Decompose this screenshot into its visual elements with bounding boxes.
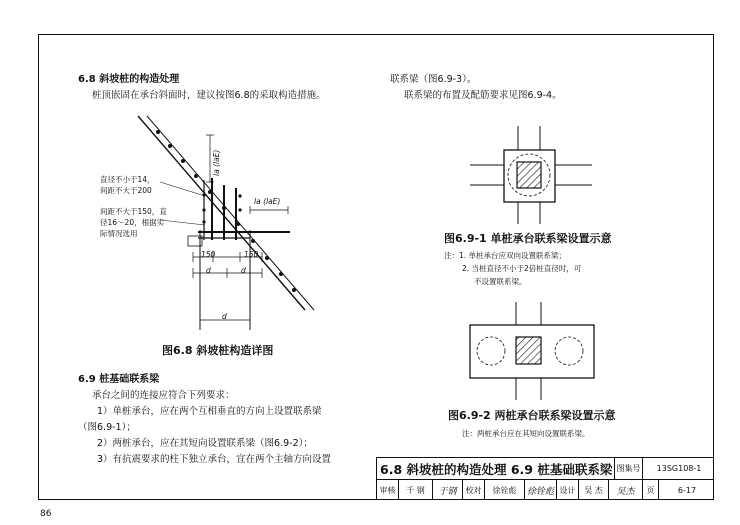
review-name: 千 钢: [399, 480, 433, 500]
note-1-line3: 不设置联系梁。: [474, 277, 527, 286]
figure-6-9-2-caption: 图6.9-2 两桩承台联系梁设置示意: [448, 409, 616, 422]
title-block-row2: [376, 479, 714, 500]
note-1-line2: 2. 当桩直径不小于2倍桩直径时，可: [462, 264, 582, 273]
check-signature: 徐铨彪: [525, 480, 557, 500]
title-block: [376, 457, 714, 500]
figure-6-8-caption: 图6.8 斜坡桩构造详图: [162, 344, 274, 357]
continued-line-1: 联系梁（图6.9-3）。: [390, 74, 477, 85]
drawing-title: 6.8 斜坡桩的构造处理 6.9 桩基础联系梁: [377, 458, 615, 479]
review-label: 审核: [377, 480, 399, 500]
section-6-8-text: 桩顶嵌固在承台斜面时，建议按图6.8的采取构造措施。: [92, 90, 326, 101]
dim-d-bottom: d: [222, 312, 227, 321]
rebar-note-1-line1: 直径不小于14，: [100, 175, 155, 184]
dim-d-right: d: [241, 266, 246, 275]
list-item-1b: （图6.9-1）；: [78, 422, 136, 433]
page-label: 页: [643, 480, 659, 500]
list-item-2: 2）两桩承台，应在其短向设置联系梁（图6.9-2）；: [97, 438, 313, 449]
check-name: 徐铨彪: [485, 480, 525, 500]
atlas-number: 13SG108-1: [656, 464, 702, 473]
page-number: 86: [40, 509, 52, 519]
title-block-row1: [376, 457, 714, 479]
note-2: 注：两桩承台应在其短向设置联系梁。: [462, 429, 590, 438]
section-6-9-intro: 承台之间的连接应符合下列要求：: [92, 390, 235, 401]
rebar-note-2-line2: 径16～20，根据实: [100, 217, 165, 227]
rebar-note-2-line1: 间距不大于150，直: [100, 207, 167, 216]
atlas-label: 图集号: [615, 458, 643, 479]
design-label: 设计: [557, 480, 579, 500]
dim-d-left: d: [206, 266, 211, 275]
list-item-1a: 1）单桩承台，应在两个互相垂直的方向上设置联系梁: [97, 406, 322, 417]
la-label-vertical: la (laE): [212, 149, 221, 176]
dim-150-left: 150: [201, 250, 216, 259]
review-signature: 于钢: [433, 480, 463, 500]
la-label-horizontal: la (laE): [254, 197, 281, 206]
continued-line-2: 联系梁的布置及配筋要求见图6.9-4。: [404, 90, 562, 101]
rebar-note-2-line3: 际情况选用: [100, 228, 138, 238]
design-name: 吴 杰: [579, 480, 609, 500]
figure-6-9-1-caption: 图6.9-1 单桩承台联系梁设置示意: [444, 232, 612, 245]
design-signature: 吴杰: [609, 480, 643, 500]
page-code: 6-17: [677, 485, 697, 495]
list-item-3: 3）有抗震要求的柱下独立承台，宜在两个主轴方向设置: [97, 454, 332, 465]
section-6-9-heading: 6.9 桩基础联系梁: [78, 374, 160, 385]
note-1-line1: 注：1. 单桩承台应双向设置联系梁；: [444, 251, 567, 260]
check-label: 校对: [463, 480, 485, 500]
dim-150-right: 150: [244, 250, 259, 259]
rebar-note-1-line2: 间距不大于200: [100, 185, 152, 195]
section-6-8-heading: 6.8 斜坡桩的构造处理: [78, 74, 180, 85]
